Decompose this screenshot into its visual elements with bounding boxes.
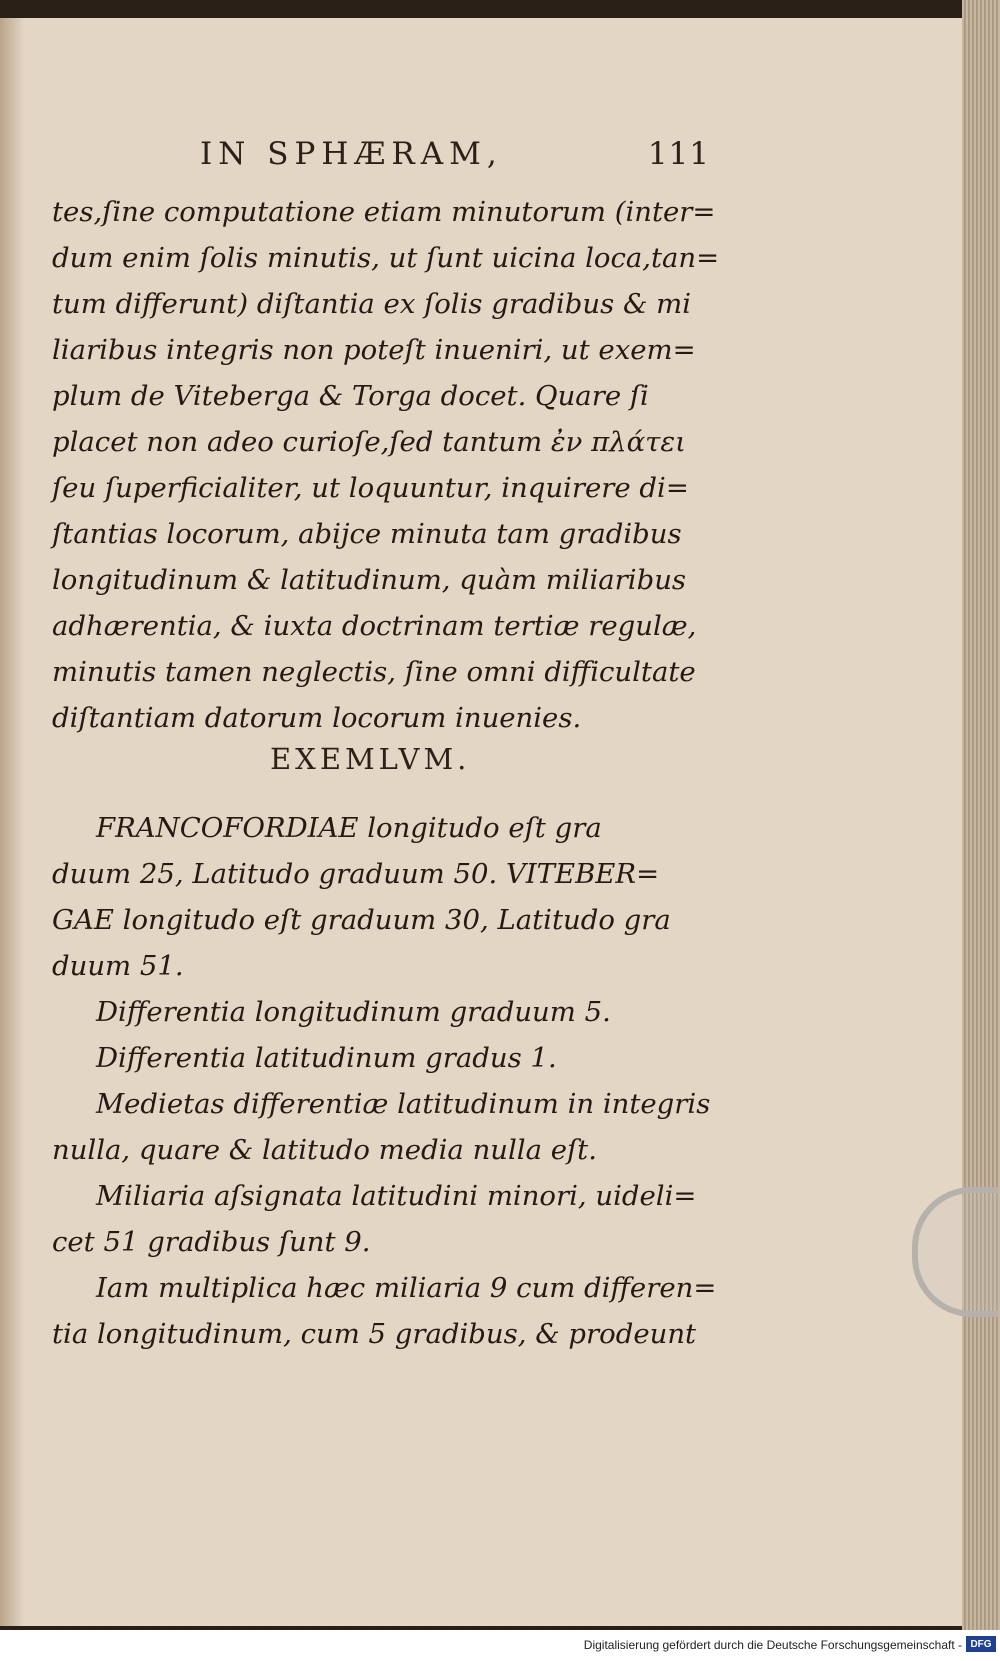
text-line: longitudinum & latitudinum, quàm miliaribus xyxy=(52,564,687,597)
text-line: liaribus integris non poteſt inueniri, ut exem= xyxy=(52,334,696,367)
paragraph-one xyxy=(52,190,720,742)
footer-bar xyxy=(0,1630,1000,1661)
text-line: FRANCOFORDIAE longitudo eſt gra xyxy=(96,812,602,845)
text-line: Iam multiplica hæc miliaria 9 cum differen= xyxy=(96,1272,717,1305)
dfg-logo-icon: DFG xyxy=(966,1636,996,1652)
text-line: cet 51 gradibus ſunt 9. xyxy=(52,1226,371,1259)
text-line: dum enim ſolis minutis, ut ſunt uicina loca,tan= xyxy=(52,242,720,275)
book-page xyxy=(0,18,964,1626)
page-number: 111 xyxy=(647,136,710,172)
text-line: minutis tamen neglectis, ſine omni difficultate xyxy=(52,656,696,689)
text-line: plum de Viteberga & Torga docet. Quare ſi xyxy=(52,380,649,413)
paragraph-two xyxy=(52,806,717,1358)
page-header xyxy=(200,136,720,176)
text-line: Differentia longitudinum graduum 5. xyxy=(96,996,611,1029)
text-line: GAE longitudo eſt graduum 30, Latitudo gra xyxy=(52,904,671,937)
text-line: tes,ſine computatione etiam minutorum (inter= xyxy=(52,196,716,229)
text-line: tum differunt) diſtantia ex ſolis gradibus & mi xyxy=(52,288,692,321)
text-line: tia longitudinum, cum 5 gradibus, & prodeunt xyxy=(52,1318,697,1351)
text-line: duum 51. xyxy=(52,950,184,983)
text-line: ſeu ſuperficialiter, ut loquuntur, inquirere di= xyxy=(52,472,689,505)
funding-credit: Digitalisierung gefördert durch die Deutsche Forschungsgemeinschaft - xyxy=(583,1638,962,1652)
text-line: Miliaria aſsignata latitudini minori, uideli= xyxy=(96,1180,697,1213)
section-heading: EXEMLVM. xyxy=(270,742,471,776)
running-head: IN SPHÆRAM, xyxy=(200,136,503,172)
text-line: Medietas differentiæ latitudinum in integris xyxy=(96,1088,711,1121)
gutter-shadow xyxy=(0,18,24,1626)
text-line: placet non adeo curioſe,ſed tantum ἐν πλάτει xyxy=(52,426,686,459)
text-line: ſtantias locorum, abijce minuta tam gradibus xyxy=(52,518,682,551)
text-line: nulla, quare & latitudo media nulla eſt. xyxy=(52,1134,597,1167)
text-line: diſtantiam datorum locorum inuenies. xyxy=(52,702,582,735)
text-line: adhærentia, & iuxta doctrinam tertiæ regulæ, xyxy=(52,610,697,643)
text-line: Differentia latitudinum gradus 1. xyxy=(96,1042,557,1075)
text-line: duum 25, Latitudo graduum 50. VITEBER= xyxy=(52,858,660,891)
book-fore-edge xyxy=(962,0,1000,1630)
